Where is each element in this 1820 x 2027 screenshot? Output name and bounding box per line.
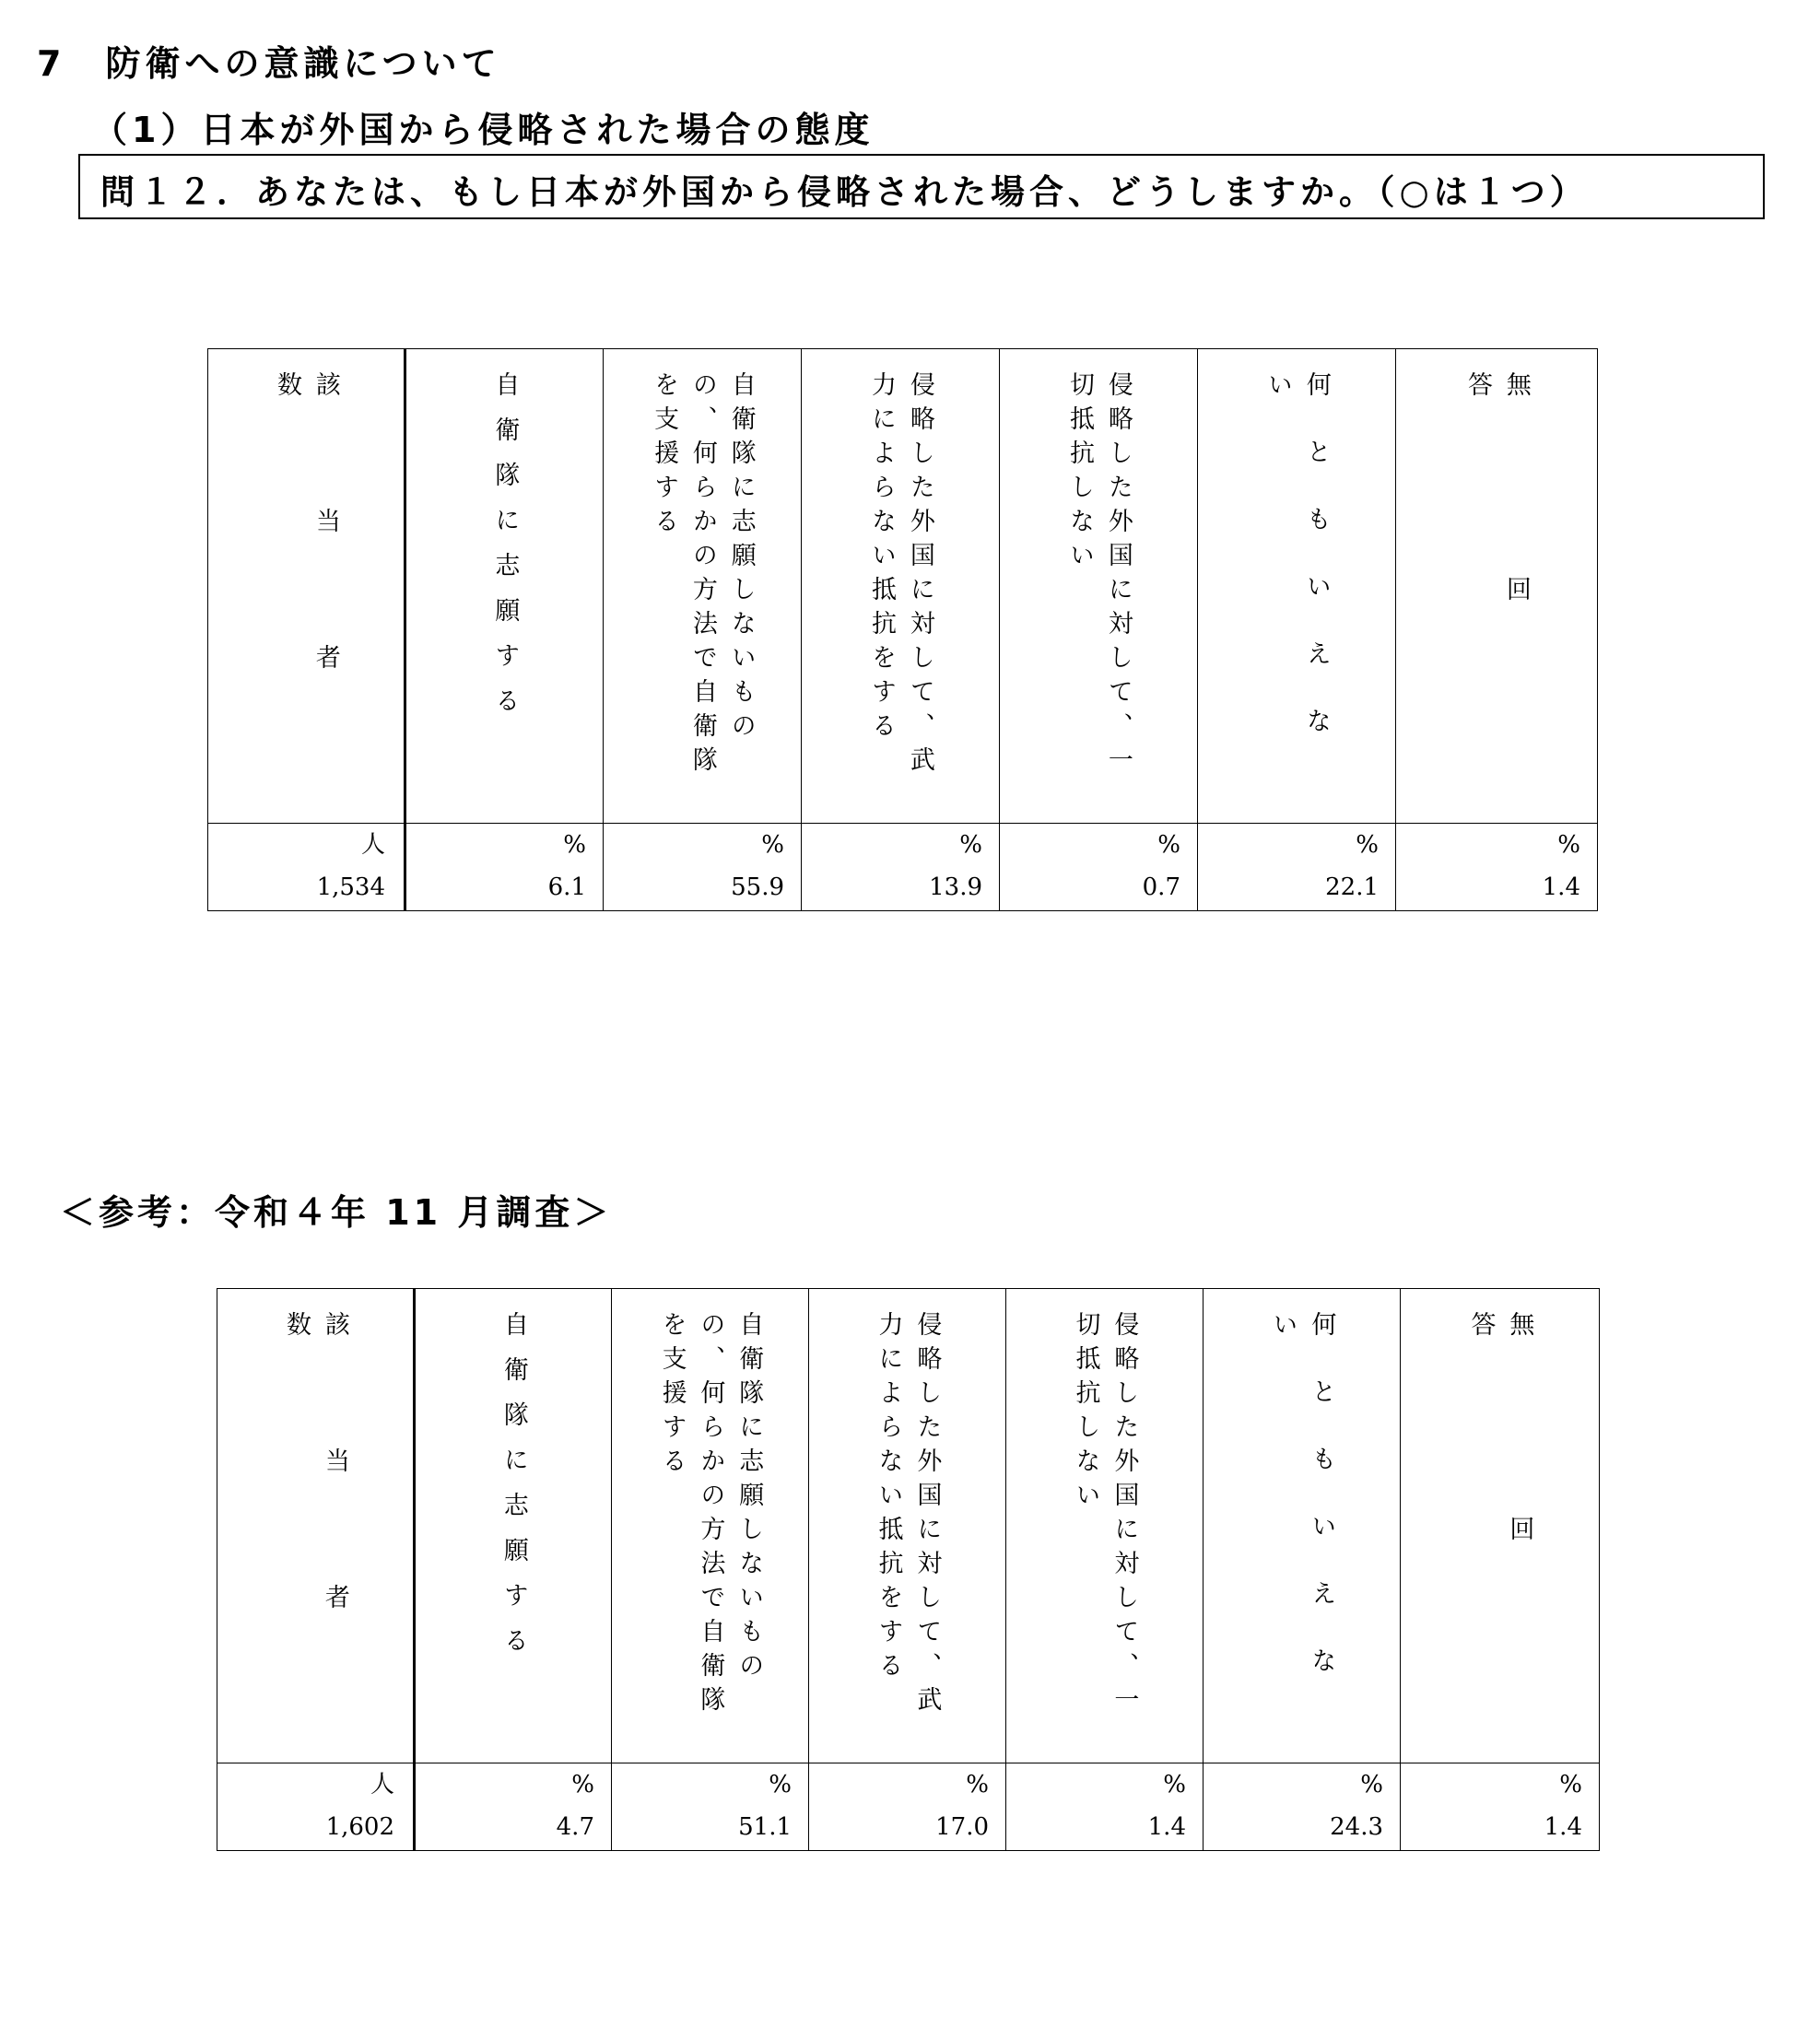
header-cell <box>415 1289 612 1763</box>
cannot-say-header: 何ともいえない <box>1268 1311 1336 1715</box>
values-row <box>208 824 1598 911</box>
percent-value: 6.1 <box>547 873 586 901</box>
value-cell <box>1204 1763 1401 1851</box>
value-cell <box>208 824 405 911</box>
unit-label: % <box>1157 831 1180 859</box>
header-cell <box>604 349 802 824</box>
header-cell <box>405 349 604 824</box>
header-cell <box>1000 349 1198 824</box>
no-answer-header: 無回答 <box>1463 371 1531 780</box>
percent-value: 13.9 <box>929 873 982 901</box>
respondents-value: 1,534 <box>316 873 385 901</box>
unit-label: % <box>1557 831 1580 859</box>
value-cell <box>405 824 604 911</box>
nonviolent-resistance-header: 侵略した外国に対して、武力によらない抵抗をする <box>874 1311 942 1720</box>
percent-value: 17.0 <box>935 1813 989 1841</box>
header-cell <box>612 1289 809 1763</box>
cannot-say-header: 何ともいえない <box>1263 371 1331 775</box>
percent-value: 4.7 <box>556 1813 594 1841</box>
unit-label: % <box>966 1771 989 1799</box>
percent-value: 22.1 <box>1325 873 1379 901</box>
respondents-header: 該当者数 <box>273 371 340 780</box>
header-row <box>217 1289 1600 1763</box>
volunteer-sdf-header: 自衛隊に志願する <box>490 371 520 732</box>
reference-results-table <box>217 1288 1600 1851</box>
header-cell <box>217 1289 415 1763</box>
question-box: 問１２．あなたは、もし日本が外国から侵略された場合、どうしますか。（○は１つ） <box>78 154 1765 219</box>
subsection-title: （1）日本が外国から侵略された場合の態度 <box>92 110 875 150</box>
percent-value: 1.4 <box>1542 873 1580 901</box>
unit-label: % <box>571 1771 594 1799</box>
value-cell <box>1401 1763 1600 1851</box>
no-resistance-header: 侵略した外国に対して、一切抵抗しない <box>1065 371 1133 780</box>
current-results-table <box>207 348 1598 911</box>
unit-label: % <box>563 831 586 859</box>
header-cell <box>1198 349 1396 824</box>
percent-value: 0.7 <box>1142 873 1180 901</box>
no-resistance-header: 侵略した外国に対して、一切抵抗しない <box>1071 1311 1139 1720</box>
header-cell <box>1396 349 1598 824</box>
unit-label: % <box>1360 1771 1383 1799</box>
header-cell <box>1204 1289 1401 1763</box>
header-cell <box>1401 1289 1600 1763</box>
unit-label: % <box>959 831 982 859</box>
values-row <box>217 1763 1600 1851</box>
header-cell <box>802 349 1000 824</box>
volunteer-sdf-header: 自衛隊に志願する <box>499 1311 528 1672</box>
no-answer-header: 無回答 <box>1466 1311 1534 1720</box>
percent-value: 51.1 <box>738 1813 792 1841</box>
value-cell <box>1396 824 1598 911</box>
unit-label: 人 <box>360 831 385 859</box>
nonviolent-resistance-header: 侵略した外国に対して、武力によらない抵抗をする <box>867 371 934 780</box>
header-cell <box>208 349 405 824</box>
header-cell <box>1006 1289 1204 1763</box>
value-cell <box>1006 1763 1204 1851</box>
respondents-header: 該当者数 <box>282 1311 349 1720</box>
section-title: 7 防衛への意識について <box>37 43 501 84</box>
support-sdf-header: 自衛隊に志願しないものの、何らかの方法で自衛隊を支援する <box>650 371 756 780</box>
unit-label: % <box>1163 1771 1186 1799</box>
value-cell <box>217 1763 415 1851</box>
header-cell <box>809 1289 1006 1763</box>
unit-label: % <box>769 1771 792 1799</box>
value-cell <box>604 824 802 911</box>
reference-title: ＜参考：令和４年 11 月調査＞ <box>60 1192 613 1233</box>
value-cell <box>612 1763 809 1851</box>
percent-value: 1.4 <box>1544 1813 1582 1841</box>
unit-label: % <box>761 831 784 859</box>
value-cell <box>1198 824 1396 911</box>
percent-value: 55.9 <box>731 873 784 901</box>
value-cell <box>415 1763 612 1851</box>
unit-label: % <box>1559 1771 1582 1799</box>
percent-value: 24.3 <box>1330 1813 1383 1841</box>
percent-value: 1.4 <box>1147 1813 1186 1841</box>
respondents-value: 1,602 <box>325 1813 394 1841</box>
unit-label: 人 <box>370 1771 394 1799</box>
support-sdf-header: 自衛隊に志願しないものの、何らかの方法で自衛隊を支援する <box>657 1311 764 1720</box>
unit-label: % <box>1356 831 1379 859</box>
value-cell <box>802 824 1000 911</box>
header-row <box>208 349 1598 824</box>
value-cell <box>1000 824 1198 911</box>
value-cell <box>809 1763 1006 1851</box>
